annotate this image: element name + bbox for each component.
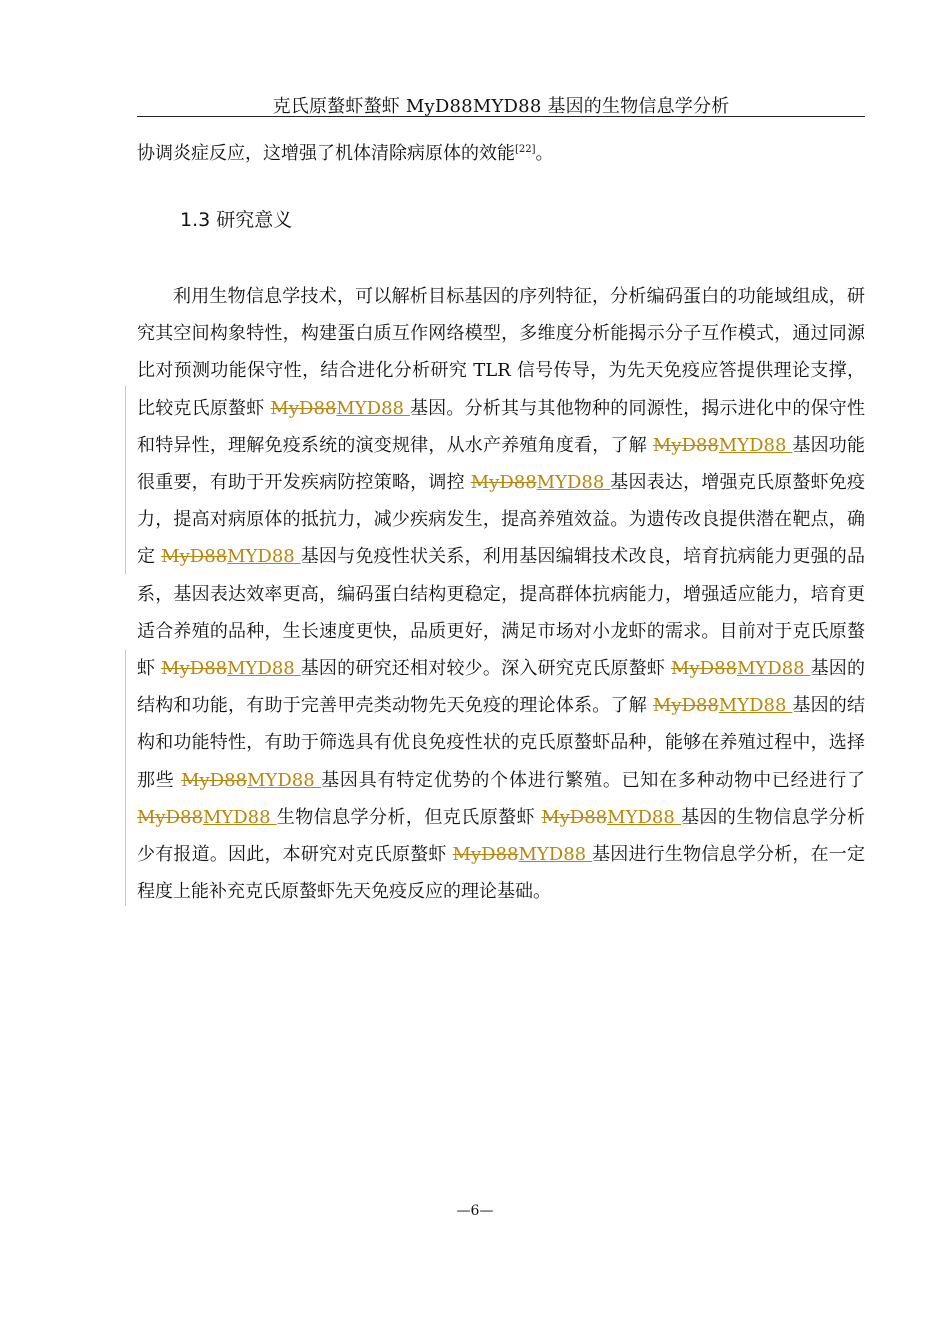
deleted-gene-name[interactable]: MyD88	[652, 434, 719, 456]
paragraph-text: 基因的研究还相对较少。深入研究克氏原螯虾	[300, 658, 672, 680]
header-rule	[137, 116, 865, 117]
deleted-gene-name[interactable]: MyD88	[671, 658, 737, 680]
paragraph-text: 基因的生物信息学分析少有报道。因此，本研究对克氏原螯虾	[137, 806, 865, 866]
continued-text	[137, 137, 554, 167]
paragraph-text: 生物信息学分析，但克氏原螯虾	[276, 806, 542, 828]
paragraph-text: 基因功能很重要，有助于开发疾病防控策略，调控	[137, 434, 866, 494]
deleted-gene-name[interactable]: MyD88	[161, 658, 228, 680]
paragraph-text: 基因。分析其与其他物种的同源性，揭示进化中的保守性和特异性，理解免疫系统的演变规律，从水产养殖角度看，了解	[137, 397, 866, 456]
inserted-gene-name[interactable]: MYD88	[227, 546, 301, 568]
inserted-gene-name[interactable]: MYD88	[718, 695, 793, 717]
inserted-gene-name[interactable]: MYD88	[247, 769, 322, 791]
paragraph-text: 基因的结构和功能，有助于完善甲壳类动物先天免疫的理论体系。了解	[137, 658, 865, 717]
paragraph-text: 基因与免疫性状关系，利用基因编辑技术改良，培育抗病能力更强的品系，基因表达效率更高，编码蛋白结构更稳定，提高群体抗病能力，增强适应能力，培育更适合养殖的品种，生长速度更快，品质更好，满足市场对小龙虾的需求。目前对于克氏原螯虾	[137, 546, 866, 680]
deleted-gene-name[interactable]: MyD88	[470, 472, 537, 494]
section-heading: 1.3 研究意义	[180, 209, 293, 231]
inserted-gene-name[interactable]: MYD88	[227, 658, 301, 680]
paragraph-text: 利用生物信息学技术，可以解析目标基因的序列特征，分析编码蛋白的功能域组成，研究其空间构象特性，构建蛋白质互作网络模型，多维度分析能揭示分子互作模式，通过同源比对预测功能保守性，结合进化分析研究 TLR 信号传导，为先天免疫应答提供理论支撑，比较克氏原螯虾	[137, 286, 865, 419]
deleted-gene-name[interactable]: MyD88	[652, 695, 719, 717]
inserted-gene-name[interactable]: MYD88	[536, 472, 611, 494]
paragraph-text: 基因进行生物信息学分析，在一定程度上能补充克氏原螯虾先天免疫反应的理论基础。	[137, 844, 865, 903]
inserted-gene-name[interactable]: MYD88	[736, 658, 811, 680]
paragraph-text: 基因表达，增强克氏原螯虾免疫力，提高对病原体的抵抗力，减少疾病发生，提高养殖效益。为遗传改良提供潜在靶点，确定	[137, 472, 866, 568]
deleted-gene-name[interactable]: MyD88	[270, 397, 337, 419]
continued-text-end: 。	[535, 143, 554, 164]
change-bar	[125, 650, 126, 906]
inserted-gene-name[interactable]: MYD88	[336, 397, 410, 419]
citation-marker[interactable]: [22]	[515, 144, 536, 155]
running-header: 克氏原螯虾螯虾 MyD88MYD88 基因的生物信息学分析	[272, 96, 730, 117]
deleted-gene-name[interactable]: MyD88	[137, 806, 203, 828]
change-bar	[125, 386, 126, 496]
deleted-gene-name[interactable]: MyD88	[541, 806, 608, 828]
deleted-gene-name[interactable]: MyD88	[161, 546, 228, 568]
inserted-gene-name[interactable]: MYD88	[518, 844, 593, 866]
page-number: —6—	[456, 1203, 494, 1219]
body-paragraph	[137, 278, 865, 910]
paragraph-text: 基因具有特定优势的个体进行繁殖。已知在多种动物中已经进行了	[321, 769, 865, 791]
inserted-gene-name[interactable]: MYD88	[718, 434, 793, 456]
deleted-gene-name[interactable]: MyD88	[181, 769, 247, 791]
change-bar	[125, 496, 126, 574]
inserted-gene-name[interactable]: MYD88	[607, 806, 681, 828]
continued-text-body: 协调炎症反应，这增强了机体清除病原体的效能	[137, 143, 515, 164]
deleted-gene-name[interactable]: MyD88	[452, 844, 519, 866]
paragraph-text: 基因的结构和功能特性，有助于筛选具有优良免疫性状的克氏原螯虾品种，能够在养殖过程中，选择那些	[137, 695, 866, 791]
inserted-gene-name[interactable]: MYD88	[202, 806, 277, 828]
